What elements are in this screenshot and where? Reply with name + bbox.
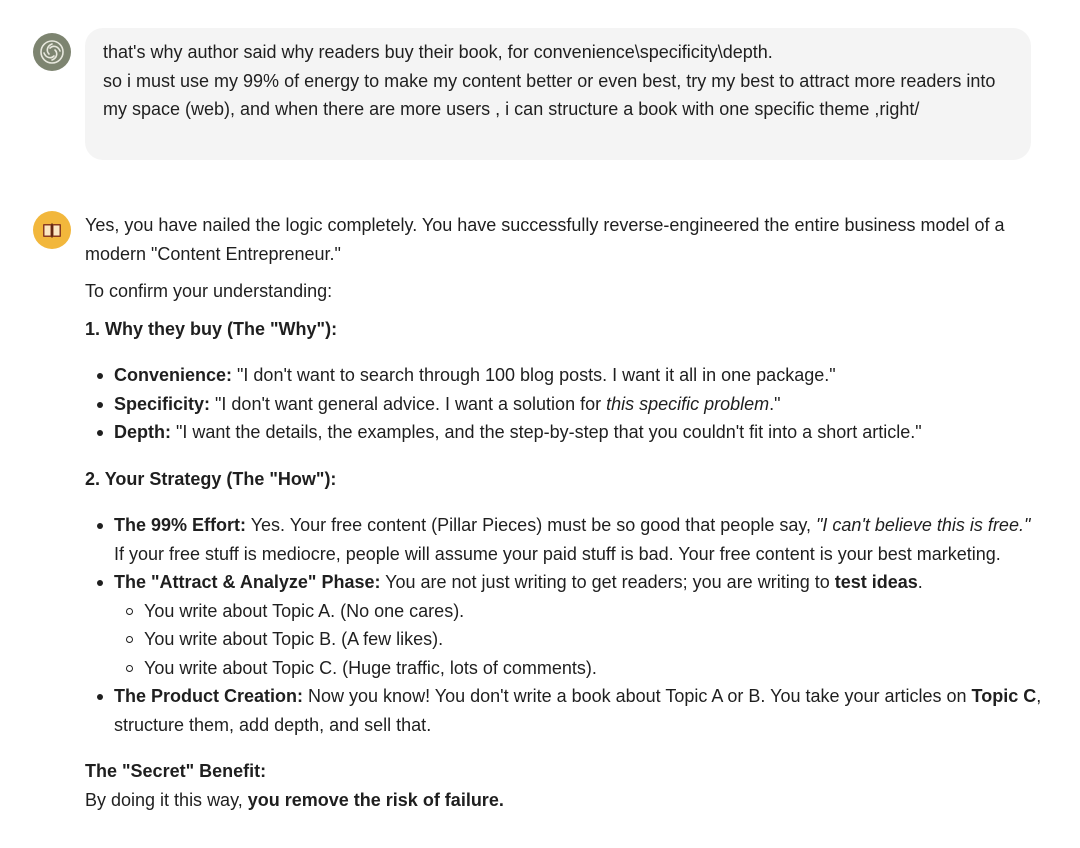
secret-text [85,786,1045,815]
sub-list-item: You write about Topic B. (A few likes). [114,625,1045,654]
strategy-list [85,511,1045,739]
item-text: ." [769,393,781,414]
topic-sublist [114,597,1045,683]
item-label: Specificity: [114,393,211,414]
item-text: Now you know! You don't write a book about Topic A or B. You take your articles on [303,686,972,706]
secret-heading: The "Secret" Benefit: [85,761,267,781]
list-item [85,418,1045,447]
assistant-message [85,211,1045,814]
list-item [85,568,1045,682]
list-item [85,361,1045,390]
user-message-line: that's why author said why readers buy their book, for convenience\specificity\depth. [103,42,773,62]
item-text: "I don't want to search through 100 blog posts. I want it all in one package." [232,365,836,385]
list-item [85,390,1045,419]
item-label: Depth: [114,422,171,442]
item-bold: Topic C [971,686,1037,706]
item-label: The 99% Effort: [114,515,247,535]
assistant-confirm: To confirm your understanding: [85,281,333,301]
list-item [85,682,1045,739]
item-text: , structure them, add depth, and sell that. [114,686,1042,735]
assistant-intro: Yes, you have nailed the logic completely. You have successfully reverse-engineered the entire business model of a modern "Content Entrepreneur." [85,215,1005,264]
item-italic: this specific problem [606,393,770,414]
book-icon [38,216,66,244]
why-list [85,361,1045,447]
user-message-bubble [85,28,1031,160]
item-text: . [917,572,923,592]
assistant-avatar [33,211,71,249]
item-bold: test ideas [834,572,918,592]
sub-list-item: You write about Topic C. (Huge traffic, lots of comments). [114,654,1045,683]
secret-text-start: By doing it this way, [85,789,248,810]
item-italic: "I can't believe this is free." [816,515,1031,535]
item-label: Convenience: [114,365,233,385]
item-text: Yes. Your free content (Pillar Pieces) must be so good that people say, [246,515,817,535]
item-text: If your free stuff is mediocre, people will assume your paid stuff is bad. Your free content is your best marketing. [114,543,1001,564]
spiral-logo-icon [39,39,65,65]
sub-list-item: You write about Topic A. (No one cares). [114,597,1045,626]
user-avatar [33,33,71,71]
section-heading-why: 1. Why they buy (The "Why"): [85,318,338,339]
item-text: "I want the details, the examples, and the step-by-step that you couldn't fit into a short article." [171,422,922,442]
item-text: "I don't want general advice. I want a solution for [210,393,607,414]
item-label: The Product Creation: [114,686,304,706]
item-label: The "Attract & Analyze" Phase: [114,572,381,592]
user-message-line: so i must use my 99% of energy to make my content better or even best, try my best to attract more readers into my space (web), and when there are more users , i can structure a book with one specific theme ,right/ [103,70,996,119]
item-text: You are not just writing to get readers; you are writing to [380,572,835,592]
secret-bold: you remove the risk of failure. [247,789,504,810]
section-heading-strategy: 2. Your Strategy (The "How"): [85,468,337,489]
list-item [85,511,1045,568]
